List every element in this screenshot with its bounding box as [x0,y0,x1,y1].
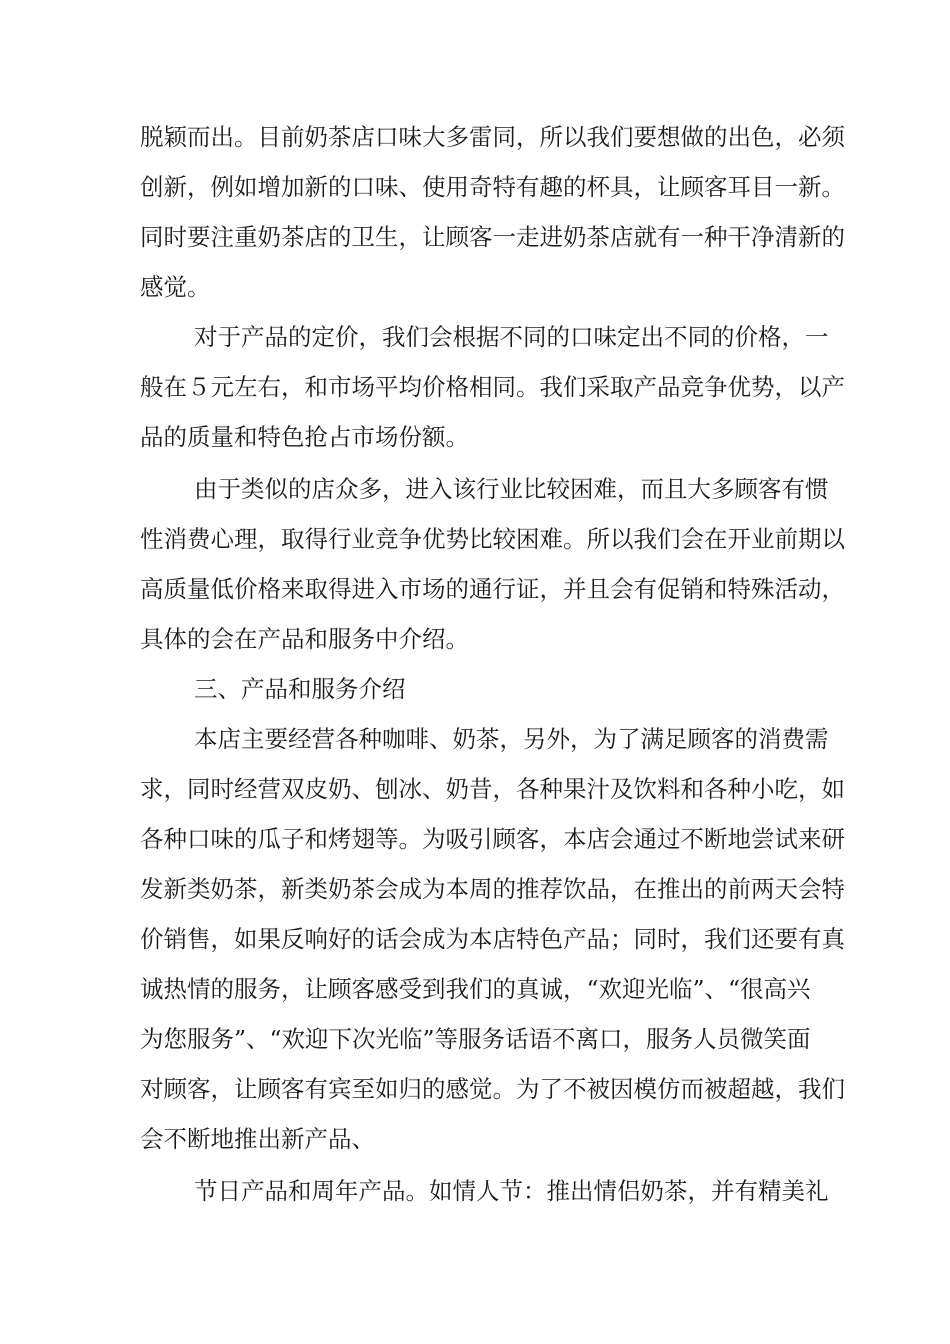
text-line: 创新，例如增加新的口味、使用奇特有趣的杯具，让顾客耳目一新。 [140,173,845,201]
text-line: 感觉。 [140,273,211,301]
text-line: 对顾客，让顾客有宾至如归的感觉。为了不被因模仿而被超越，我们 [140,1075,845,1103]
text-line: 发新类奶茶，新类奶茶会成为本周的推荐饮品，在推出的前两天会特 [140,875,845,903]
text-line: 高质量低价格来取得进入市场的通行证，并且会有促销和特殊活动， [140,575,845,603]
text-line: 诚热情的服务，让顾客感受到我们的真诚，“欢迎光临”、“很高兴 [140,975,811,1003]
text-line: 求，同时经营双皮奶、刨冰、奶昔，各种果汁及饮料和各种小吃，如 [140,775,845,803]
text-line: 脱颖而出。目前奶茶店口味大多雷同，所以我们要想做的出色，必须 [140,123,845,151]
text-line: 般在５元左右，和市场平均价格相同。我们采取产品竞争优势，以产 [140,373,845,401]
paragraph-first-line: 节日产品和周年产品。如情人节：推出情侣奶茶，并有精美礼 [194,1177,829,1205]
text-line: 价销售，如果反响好的话会成为本店特色产品；同时，我们还要有真 [140,925,845,953]
text-line: 为您服务”、“欢迎下次光临”等服务话语不离口，服务人员微笑面 [140,1025,811,1053]
paragraph-first-line: 本店主要经营各种咖啡、奶茶，另外，为了满足顾客的消费需 [194,725,829,753]
text-line: 品的质量和特色抢占市场份额。 [140,423,469,451]
text-line: 同时要注重奶茶店的卫生，让顾客一走进奶茶店就有一种干净清新的 [140,223,845,251]
text-line: 具体的会在产品和服务中介绍。 [140,625,469,653]
text-line: 性消费心理，取得行业竞争优势比较困难。所以我们会在开业前期以 [140,525,845,553]
section-heading: 三、产品和服务介绍 [194,675,406,703]
paragraph-first-line: 对于产品的定价，我们会根据不同的口味定出不同的价格，一 [194,323,829,351]
text-line: 各种口味的瓜子和烤翅等。为吸引顾客，本店会通过不断地尝试来研 [140,825,845,853]
text-line: 会不断地推出新产品、 [140,1125,375,1153]
paragraph-first-line: 由于类似的店众多，进入该行业比较困难，而且大多顾客有惯 [194,475,829,503]
